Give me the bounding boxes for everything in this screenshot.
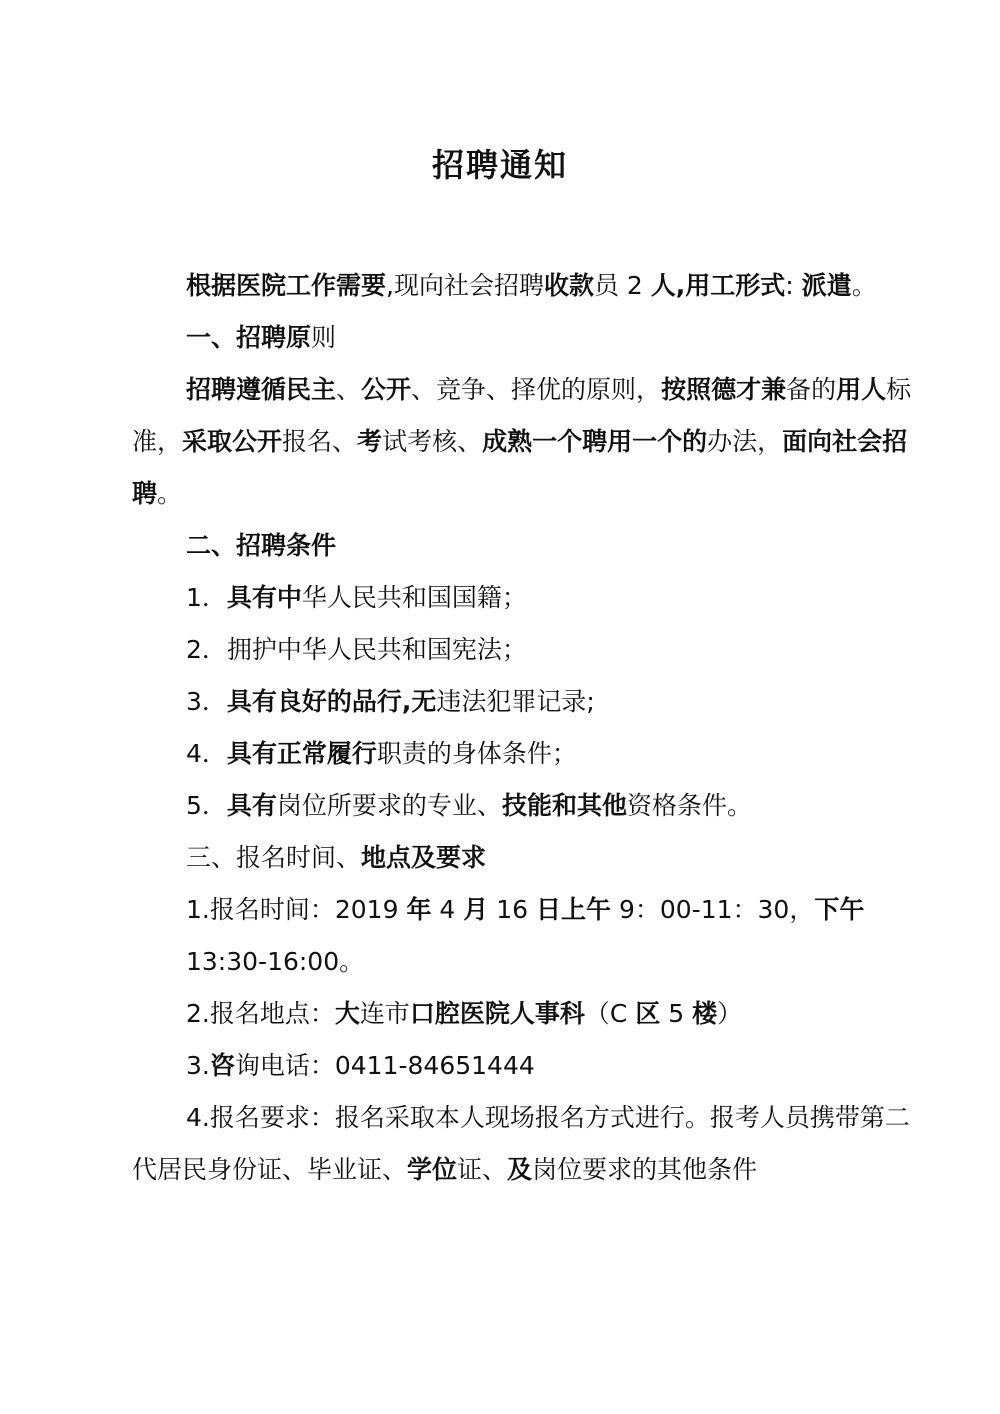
condition-bold: 具有良好的品行,无	[226, 687, 437, 716]
document-body	[132, 260, 922, 1196]
section-3-heading-a: 三、报名时间、	[186, 843, 362, 872]
requirement-b2: 及	[507, 1155, 533, 1184]
s1-t2: 、竞争、择优的原则，	[411, 375, 662, 404]
s1-b3: 按照德才兼	[661, 375, 787, 404]
condition-item-3	[132, 676, 922, 728]
time-year: 年	[406, 895, 432, 924]
time-label: 1.报名时间：2019	[186, 895, 407, 924]
section-3-heading-b: 地点及要求	[361, 843, 487, 872]
intro-text-2: ,现向社会招聘	[386, 271, 544, 300]
intro-text-8: 。	[851, 271, 877, 300]
section-2-heading: 二、招聘条件	[186, 531, 337, 560]
phone-t1: 询电话：0411-84651444	[234, 1051, 535, 1080]
condition-number: 2．	[186, 635, 227, 664]
s1-b4: 用人	[836, 375, 887, 404]
place-t3: 5	[660, 999, 693, 1028]
registration-time-line-2: 13:30-16:00。	[186, 947, 365, 976]
registration-time	[132, 884, 922, 936]
s1-b5: 采取公开	[182, 427, 283, 456]
place-b2: 口腔医院人事科	[409, 999, 585, 1028]
condition-text-2: 资格条件。	[626, 791, 752, 820]
condition-item-4	[132, 728, 922, 780]
requirement-b1: 学位	[407, 1155, 458, 1184]
s1-t3: 备的	[786, 375, 837, 404]
time-day-num: 16	[488, 895, 536, 924]
s1-b8: 面向社会招聘	[132, 427, 908, 508]
condition-item-1	[132, 572, 922, 624]
registration-place	[132, 988, 922, 1040]
section-1-heading	[132, 312, 922, 364]
place-b4: 楼	[692, 999, 718, 1028]
time-morning-hours: 9：00-11：30，	[611, 895, 815, 924]
place-t1: 连市	[359, 999, 410, 1028]
section-1-heading-text: 一、招聘原	[186, 323, 312, 352]
place-b3: 区	[635, 999, 661, 1028]
condition-number: 5．	[186, 791, 227, 820]
s1-t1: 、	[336, 375, 362, 404]
phone-b1: 咨	[209, 1051, 235, 1080]
condition-number: 3．	[186, 687, 227, 716]
s1-t4: 标准，	[132, 375, 912, 456]
time-month: 月	[463, 895, 489, 924]
intro-text-3: 收款	[543, 271, 594, 300]
intro-text-4: 员 2	[593, 271, 651, 300]
condition-text: 华人民共和国国籍；	[301, 583, 527, 612]
place-t4: ）	[717, 999, 743, 1028]
intro-text-6: :	[785, 271, 802, 300]
requirement-t1: 4.报名要求：报名采取本人现场报名方式进行。报考人员携带第二代居民身份证、毕业证、	[132, 1103, 910, 1184]
condition-bold-2: 技能和其他	[501, 791, 627, 820]
condition-item-5	[132, 780, 922, 832]
s1-b7: 成熟一个聘用一个的	[482, 427, 708, 456]
phone-label: 3.	[186, 1051, 210, 1080]
s1-b1: 招聘遵循民主	[186, 375, 337, 404]
time-afternoon: 下午	[814, 895, 865, 924]
condition-bold: 具有	[226, 791, 277, 820]
document-title: 招聘通知	[431, 146, 568, 184]
section-3-heading	[132, 832, 922, 884]
intro-text-1: 根据医院工作需要	[186, 271, 387, 300]
s1-b2: 公开	[361, 375, 412, 404]
condition-text: 违法犯罪记录;	[436, 687, 595, 716]
condition-text: 拥护中华人民共和国宪法；	[226, 635, 527, 664]
section-1-body	[132, 364, 922, 520]
place-t2: （C	[584, 999, 636, 1028]
s1-t6: 试考核、	[382, 427, 483, 456]
condition-bold: 具有中	[226, 583, 302, 612]
condition-number: 4．	[186, 739, 227, 768]
condition-number: 1．	[186, 583, 227, 612]
requirement-t2: 证、	[457, 1155, 508, 1184]
section-1-heading-tail: 则	[311, 323, 337, 352]
s1-t8: 。	[157, 479, 183, 508]
s1-t5: 报名、	[282, 427, 358, 456]
place-b1: 大	[334, 999, 360, 1028]
registration-requirement	[132, 1092, 922, 1196]
condition-bold: 具有正常履行	[226, 739, 377, 768]
intro-text-5: 人,用工形式	[650, 271, 786, 300]
consultation-phone	[132, 1040, 922, 1092]
s1-t7: 办法，	[707, 427, 783, 456]
place-label: 2.报名地点：	[186, 999, 335, 1028]
requirement-t3: 岗位要求的其他条件	[532, 1155, 758, 1184]
time-month-num: 4	[431, 895, 464, 924]
condition-item-2	[132, 624, 922, 676]
condition-text: 职责的身体条件；	[376, 739, 577, 768]
condition-text: 岗位所要求的专业、	[276, 791, 502, 820]
intro-text-7: 派遣	[801, 271, 852, 300]
time-morning: 日上午	[536, 895, 612, 924]
s1-b6: 考	[357, 427, 383, 456]
intro-paragraph	[132, 260, 922, 312]
